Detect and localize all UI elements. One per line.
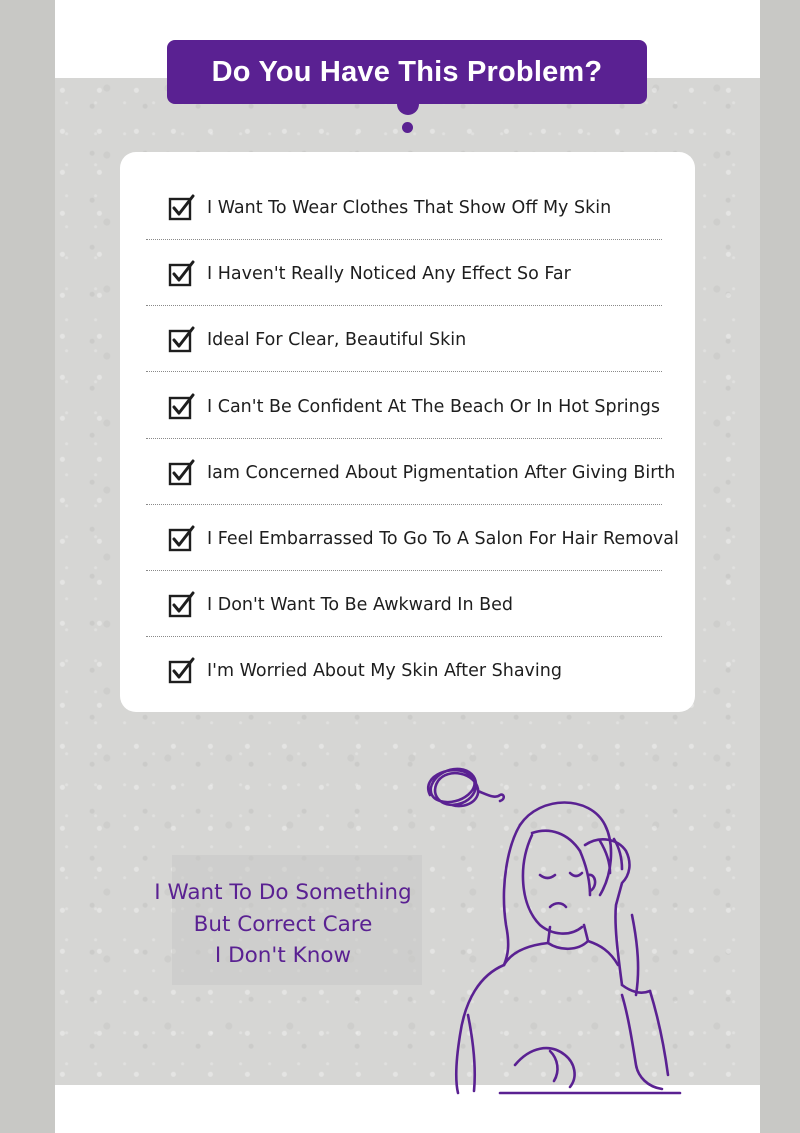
left-margin [0, 0, 55, 1133]
checklist-item [146, 374, 666, 440]
checklist-item [146, 241, 666, 307]
checkbox-check-icon [168, 591, 196, 619]
worried-woman-illustration [400, 755, 700, 1095]
checklist-item-label: I Haven't Really Noticed Any Effect So Far [207, 264, 571, 285]
title-dot [402, 122, 413, 133]
checkbox-check-icon [168, 393, 196, 421]
checklist-item-label: I'm Worried About My Skin After Shaving [207, 661, 562, 682]
row-divider [146, 305, 662, 306]
row-divider [146, 504, 662, 505]
title-badge [167, 40, 647, 104]
message-line-1: I Want To Do Something [154, 880, 412, 905]
row-divider [146, 636, 662, 637]
scribble-icon [428, 769, 504, 806]
message-text [130, 877, 436, 972]
row-divider [146, 239, 662, 240]
checkbox-check-icon [168, 326, 196, 354]
checkbox-check-icon [168, 194, 196, 222]
right-margin [760, 0, 800, 1133]
page-title: Do You Have This Problem? [211, 55, 603, 88]
checklist-item [146, 506, 679, 572]
checklist-item [146, 638, 666, 704]
checkbox-check-icon [168, 657, 196, 685]
checkbox-check-icon [168, 260, 196, 288]
checkbox-check-icon [168, 525, 196, 553]
checklist-item [146, 572, 666, 638]
message-line-2: But Correct Care [193, 911, 373, 937]
checklist-item-label: I Want To Wear Clothes That Show Off My Skin [207, 198, 612, 218]
checklist-item [146, 307, 666, 373]
checklist-item [146, 175, 666, 241]
checklist-item-label: I Can't Be Confident At The Beach Or In Hot Springs [207, 396, 660, 417]
message-line-3: I Don't Know [214, 943, 352, 968]
checklist-item-label: I Don't Want To Be Awkward In Bed [207, 595, 513, 616]
row-divider [146, 570, 662, 571]
row-divider [146, 438, 662, 439]
checklist-item-label: Iam Concerned About Pigmentation After Giving Birth [207, 462, 676, 483]
row-divider [146, 371, 662, 372]
checklist-item-label: Ideal For Clear, Beautiful Skin [207, 330, 467, 351]
checkbox-check-icon [168, 459, 196, 487]
checklist-card [120, 152, 695, 712]
checklist-item [146, 440, 676, 506]
checklist-item-label: I Feel Embarrassed To Go To A Salon For Hair Removal [207, 529, 679, 549]
